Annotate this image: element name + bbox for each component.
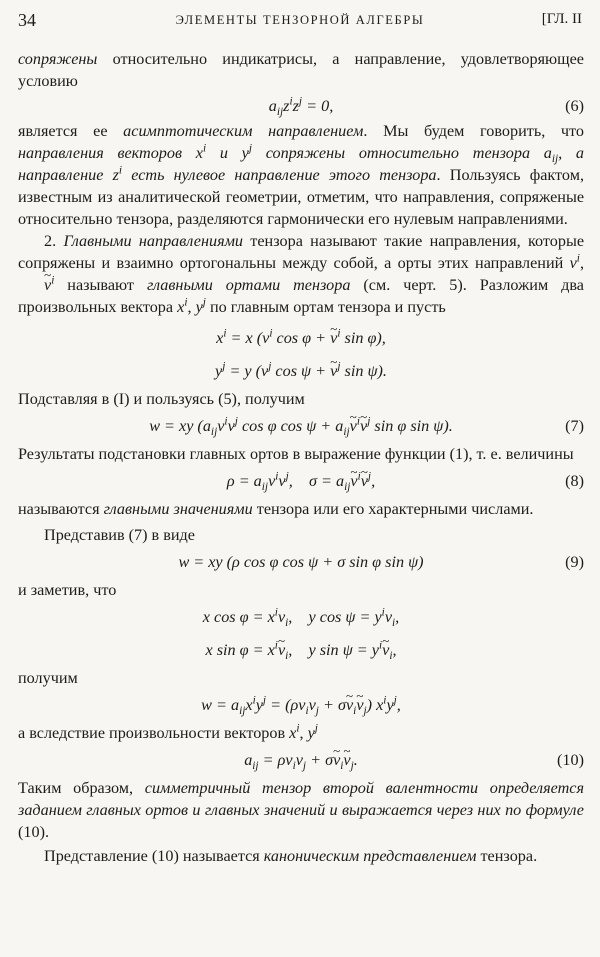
paragraph-conjugate: сопряжены относительно индикатрисы, а направление, удовлетворяющее условию bbox=[18, 50, 584, 90]
equation-x-expansion: $x^i = x$ ($v^i$ cos φ + ~ $v^i$ sin φ), bbox=[18, 322, 584, 355]
equation-y-expansion: $y^j = y$ ($v^j$ cos ψ + ~ $v^j$ sin ψ). bbox=[18, 355, 584, 388]
paragraph-representing: Представив (7) в виде bbox=[44, 526, 195, 544]
page-body bbox=[18, 48, 584, 867]
equation-sin-relations: x $\sin \varphi = x^i\sim$ $v_i$, y $\sin \psi = y^i\sim$ $v_i$, bbox=[18, 634, 584, 667]
running-header bbox=[18, 10, 582, 34]
equation-number: (9) bbox=[565, 553, 584, 571]
equation-number: (7) bbox=[565, 417, 584, 435]
equation-7: w = xy ($a_{ij}v^iv^j$ cos φ $\cos \psi + a_{ij}\sim$ $v^i\sim$ $v^j$ sin φ sin ψ). (7) bbox=[18, 410, 584, 443]
paragraph-conclusion: Таким образом, симметричный тензор второй валентности определяется заданием главных ортов и главных значений и выражается через них по формуле (10). bbox=[18, 779, 584, 841]
equation-10: $a_{ij} = \rho v_iv_j$ + σ~ $v_i\sim$ $v_j$. (10) bbox=[18, 744, 584, 777]
equation-number: (6) bbox=[565, 97, 584, 115]
page-number: 34 bbox=[18, 10, 36, 30]
paragraph-results: Результаты подстановки главных ортов в выражение функции (1), т. е. величины bbox=[18, 445, 574, 463]
equation-cos-relations: x $\cos \varphi = x^iv_i$, y $\cos \psi = y^iv_i$, bbox=[202, 606, 400, 630]
equation-number: (10) bbox=[557, 751, 584, 769]
equation-9: w = xy (ρ cos φ cos ψ + σ sin φ sin ψ) (9) bbox=[18, 546, 584, 579]
chapter-label: [ГЛ. II bbox=[541, 11, 582, 27]
equation-6: $a_{ij}z^iz^j = 0$, (6) bbox=[18, 92, 584, 120]
paragraph-canonical: Представление (10) называется каноническим представлением тензора. bbox=[44, 847, 538, 865]
paragraph-arbitrariness: а вследствие произвольности векторов $x^i$, $y^j$ bbox=[18, 722, 318, 742]
paragraph-substituting: Подставляя в (I) и пользуясь (5), получим bbox=[18, 390, 305, 408]
paragraph-principal-directions: 2. Главными направлениями тензора называют такие направления, которые сопряжены и взаимно ортогональны между собой, а орты этих направлений $v^i$, ~ $v^i$ называют главными ортами тензора (см. черт. 5). Разложим два произвольных вектора $x^i$, $y^j$ по главным ортам тензора и пусть bbox=[18, 230, 584, 318]
paragraph-asymptotic: является ее асимптотическим направлением. Мы будем говорить, что направления векторов $x^i$ и $y^j$ сопряжены относительно тензора $a_{ij}$, а направление $z^i$ есть нулевое направление этого тензора. Пользуясь фактом, известным из аналитической геометрии, отметим, что направления, сопряженые относительно тензора, разделяются гармонически его нулевым направлениями. bbox=[18, 122, 585, 228]
running-title: ЭЛЕМЕНТЫ ТЕНЗОРНОЙ АЛГЕБРЫ bbox=[175, 13, 425, 27]
equation-number: (8) bbox=[565, 472, 584, 490]
paragraph-noting: и заметив, что bbox=[18, 581, 117, 599]
equation-8: $\rho = a_{ij}v^iv^j$, $\sigma = a_{ij}\sim$ $v^i\sim$ $v^j$, (8) bbox=[18, 465, 584, 498]
paragraph-principal-values: называются главными значениями тензора или его характерными числами. bbox=[18, 500, 534, 518]
paragraph-we-obtain: получим bbox=[18, 669, 78, 687]
equation-w-form: $w = a_{ij}x^iy^j = (\rho v_iv_j$ + σ~ $v_i\sim$ $v_j$) $x^iy^j$, bbox=[18, 689, 584, 722]
